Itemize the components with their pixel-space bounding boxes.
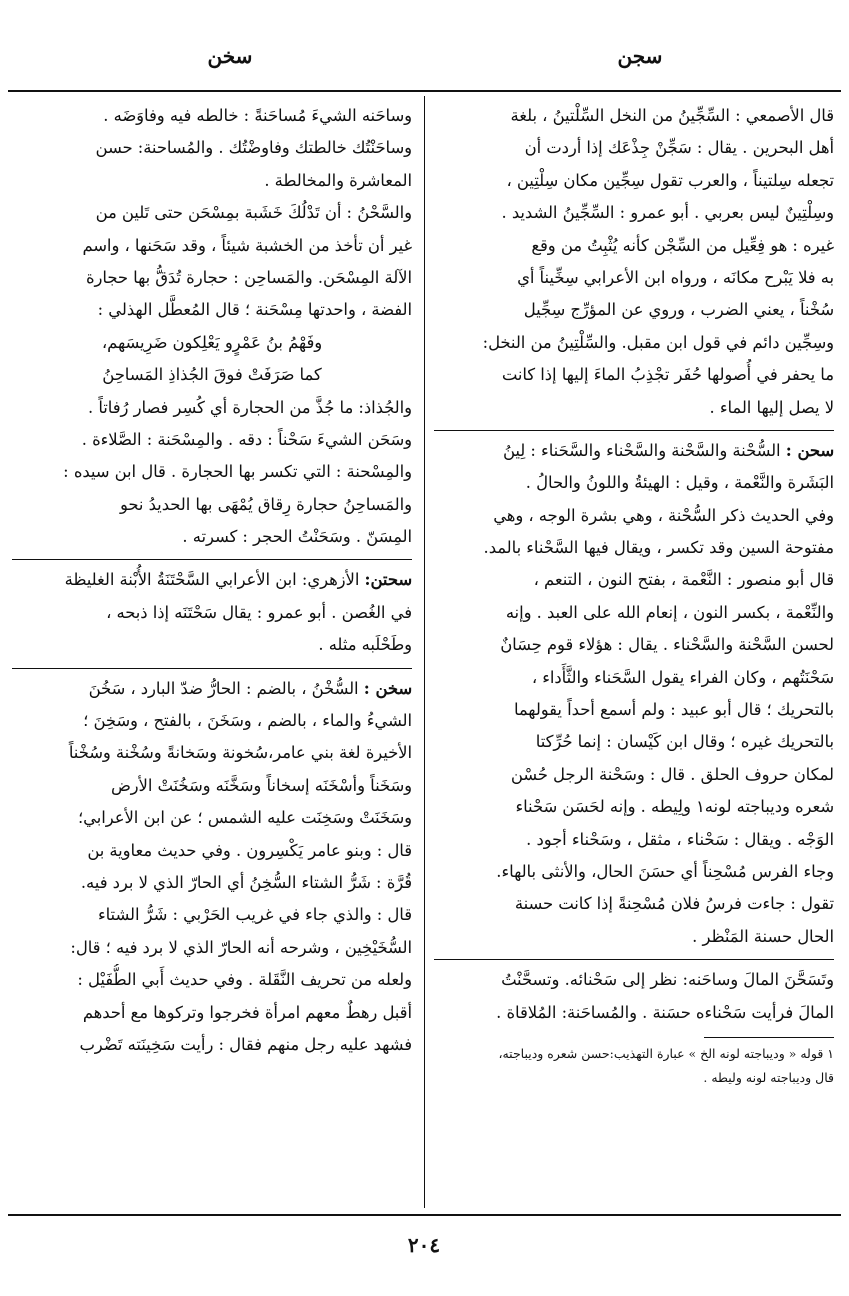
entry-shn-sahana-continued [12, 392, 412, 554]
entry-text: قال : وبنو عامر يَكْسِرون . وفي حديث معاوية بن [87, 840, 412, 860]
entry-text: قُرَّة : شَرُّ الشتاء السُّخِنُ أي الحارّ الذي لا برد فيه. [80, 872, 412, 892]
entry-shn-continued [434, 964, 834, 1029]
text-line [434, 564, 834, 596]
entry-text: مفتوحة السين وقد تكسر ، ويقال فيها السَّحْناء بالمد. [483, 538, 834, 558]
text-line: والمِسْحنة : التي تكسر بها الحجارة . قال ابن سيده : [63, 462, 412, 482]
entry-text: وفي الحديث ذكر السُّحْنة ، وهي بشرة الوجه ، وهي [493, 505, 834, 525]
footnote [434, 1042, 834, 1090]
text-line: المعاشرة والمخالطة . [264, 170, 412, 190]
entry-text: في الغُصن . أبو عمرو : يقال سَحْتَنَه إذا ذبحه ، [106, 602, 412, 622]
text-line: والمَساحِنُ حجارة رِقاق يُمْهَى بها الحديدُ نحو [119, 494, 412, 514]
entry-text: والنِّعْمة ، بكسر النون ، إنعام الله على العبد . وإنه [505, 602, 834, 622]
entry-headword: سخن : [363, 678, 412, 698]
text-line [12, 964, 412, 996]
footnote-separator [704, 1037, 834, 1038]
left-column [12, 100, 412, 1061]
footnote-line: قال وديباجته لونه وليطه . [703, 1069, 834, 1085]
text-line [12, 867, 412, 899]
text-line [434, 726, 834, 758]
entry-text: تقول : جاءت فرسُ فلان مُسْحِنةً إذا كانت حسنة [514, 894, 834, 914]
entry-text: قال أبو منصور : النَّعْمة ، بفتح النون ، التنعم ، [533, 570, 834, 590]
entry-text: وسَخَناً وأسْخَنَه إسخاناً وسَخَّنَه وسَخُنَتْ الأرض [111, 775, 412, 795]
text-line [12, 705, 412, 737]
text-line [12, 802, 412, 834]
entry-text: الحال حسنة المَنْظر . [692, 926, 834, 946]
entry-separator [434, 959, 834, 960]
text-line [12, 564, 412, 596]
text-line [12, 737, 412, 769]
entry-text: فشهد عليه رجل منهم فقال : رأيت سَخِينَته تَضْرب [79, 1034, 412, 1054]
text-line [434, 532, 834, 564]
entry-text: الوَجْه . ويقال : سَحْناء ، مثقل ، وسَحْناء أجود . [526, 829, 834, 849]
text-line: الآلة المِسْحَن. والمَساحِن : حجارة تُدَقُّ بها حجارة [86, 267, 412, 287]
text-line [434, 824, 834, 856]
text-line: أهل البحرين . يقال : سَجِّنْ جِذْعَك إذا أردت أن [524, 138, 834, 158]
entry-text: أقبل رهطٌ معهم امرأة فخرجوا وتركوها مع أحدهم [82, 1002, 412, 1022]
footnote-line: ١ قوله « وديباجته لونه الخ » عبارة التهذيب:حسن شعره وديباجته، [498, 1045, 834, 1061]
column-divider [424, 96, 425, 1208]
entry-sjn-continued [434, 100, 834, 424]
text-line: قال الأصمعي : السِّجِّينُ من النخل السِّلْتينُ ، بلغة [510, 106, 834, 125]
entry-text: البَشَرة والنَّعْمة ، وقيل : الهيئةُ واللونُ والحالُ . [525, 473, 834, 493]
text-line: وسَحَن الشيءَ سَحْناً : دقه . والمِسْحَنة : الصَّلاءة . [81, 429, 412, 449]
entry-text: لمكان حروف الحلق . قال : وسَحْنة الرجل حُسْن [510, 764, 834, 784]
entry-text: سَحْنَتُهم ، وكان الفراء يقول السَّحَناء والثَّأَداء ، [531, 667, 834, 687]
entry-shn-sahana [12, 100, 412, 327]
entry-text: السُّخْنُ ، بالضم : الحارُّ ضدّ البارد ، سَخُنَ [88, 678, 364, 698]
text-line [434, 662, 834, 694]
text-line [434, 629, 834, 661]
entry-separator [12, 668, 412, 669]
right-column [434, 100, 834, 1090]
text-line: وسِلْتِينٌ ليس بعربي . أبو عمرو : السِّجِّينُ الشديد . [501, 203, 834, 223]
text-line [12, 997, 412, 1029]
text-line: غيره : هو فِعِّيل من السِّجْن كأنه يُثْبِتُ من وقع [531, 235, 834, 255]
entry-separator [434, 430, 834, 431]
text-line [434, 467, 834, 499]
text-line [434, 500, 834, 532]
bottom-rule [8, 1214, 841, 1216]
text-line [434, 888, 834, 920]
entry-text: بالتحريك غيره ؛ وقال ابن كَيْسان : إنما حُرِّكتا [535, 732, 834, 752]
text-line [12, 629, 412, 661]
text-line: وفَهْمُ بنُ عَمْرٍو يَعْلِكون ضَرِيسَهم، [101, 332, 323, 352]
entry-text: وطَحْلَبه مثله . [318, 635, 412, 655]
entry-text: الأخيرة لغة بني عامر،سُخونة وسَخانةً وسُخْنة وسُخْناً [68, 743, 412, 763]
entry-text: الأزهري: ابن الأعرابي السَّحْتَنَةُ الأُبْنة الغليظة [64, 570, 365, 590]
text-line [434, 597, 834, 629]
poetry-verse [12, 327, 412, 392]
text-line [434, 921, 834, 953]
header-left-word: سخن [207, 44, 253, 68]
entry-text: قال : والذي جاء في غريب الحَرْبي : شَرُّ الشتاء [97, 905, 412, 925]
entry-headword: سحن : [785, 440, 834, 460]
text-line [12, 899, 412, 931]
text-line: والسَّحْنُ : أن تَدْلُكَ خَشَبة بمِسْحَن حتى تَلين من [95, 203, 412, 223]
text-line: لا يصل إليها الماء . [709, 397, 834, 417]
entry-text: وجاء الفرس مُسْحِناً أي حسَنَ الحال، والأنثى بالهاء. [496, 861, 834, 881]
text-line [12, 1029, 412, 1061]
text-line: وساحَنه الشيءَ مُساحَنةً : خالطه فيه وفاوَضَه . [103, 106, 412, 125]
text-line [434, 791, 834, 823]
entry-text: وسَخَنَتْ وسَخِنَت عليه الشمس ؛ عن ابن الأعرابي؛ [77, 808, 412, 828]
text-line: غير أن تأخذ من الخشبة شيئاً ، وقد سَحَنها ، واسم [82, 235, 412, 255]
page-number: ٢٠٤ [407, 1233, 441, 1257]
entry-separator [12, 559, 412, 560]
text-line: به فلا يَبْرح مكانَه ، ورواه ابن الأعرابي سِخِّيناً أي [517, 267, 834, 287]
entry-shtn [12, 564, 412, 661]
text-line: وتَسَحَّنَ المالَ وساحَنه: نظر إلى سَحْنائه. وتسحَّنْتُ [501, 970, 834, 990]
entry-headword: سحتن: [364, 570, 412, 590]
text-line [12, 673, 412, 705]
top-rule [8, 90, 841, 92]
text-line: وسِجِّين دائم في قول ابن مقبل. والسِّلْتِينُ من النخل: [482, 332, 834, 352]
text-line: المالَ فرأيت سَحْناءه حسَنة . والمُساحَنة: المُلاقاة . [496, 1002, 834, 1022]
entry-text: لحسن السَّحْنة والسَّحْناء . يقال : هؤلاء قوم حِسَانٌ [500, 635, 834, 655]
text-line [434, 856, 834, 888]
text-line: وساحَنْتُك خالطتك وفاوضْتُك . والمُساحنة: حسن [95, 138, 412, 158]
entry-skhn [12, 673, 412, 1062]
text-line: الفضة ، واحدتها مِسْحَنة ؛ قال المُعطَّل الهذلي : [97, 300, 412, 320]
text-line [434, 694, 834, 726]
entry-text: السُّخَيْخِين ، وشرحه أنه الحارّ الذي لا برد فيه ؛ قال: [70, 937, 412, 957]
text-line: ما يحفر في أُصولها حُفَر تجْذِبُ الماءَ إليها إذا كانت [501, 365, 834, 385]
text-line [12, 835, 412, 867]
text-line [12, 597, 412, 629]
header-right-word: سجن [617, 44, 663, 68]
entry-shn [434, 435, 834, 953]
entry-text: بالتحريك ؛ قال أبو عبيد : ولم أسمع أحداً يقولهما [513, 700, 834, 720]
text-line: سُخْناً ، يعني الضرب ، وروي عن المؤرِّج سِجِّيل [523, 300, 834, 320]
text-line [12, 932, 412, 964]
text-line: المِسَنّ . وسَحَنْتُ الحجر : كسرته . [182, 527, 412, 547]
entry-text: الشيءُ والماء ، بالضم ، وسَخَنَ ، بالفتح ، وسَخِنَ ؛ [83, 711, 412, 731]
text-line [434, 435, 834, 467]
text-line: تجعله سِلتيناً ، والعرب تقول سِجِّين مكان سِلْتِين ، [506, 170, 834, 190]
text-line [434, 759, 834, 791]
entry-text: ولعله من تحريف النَّقَلة . وفي حديث أَبي الطُّفَيْل : [77, 970, 412, 990]
entry-text: شعره وديباجته لونه١ ولِيطه . وإنه لحَسَن سَحْناء [515, 797, 834, 817]
text-line: كما صَرَفَتْ فوقَ الجُذاذِ المَساحِنُ [102, 365, 322, 385]
text-line: والجُذاذ: ما جُذَّ من الحجارة أي كُسِر فصار رُفاتاً . [87, 397, 412, 417]
entry-text: السُّحْنة والسَّحْنة والسَّحْناء والسَّحَناء : لِينُ [502, 440, 786, 460]
text-line [12, 770, 412, 802]
